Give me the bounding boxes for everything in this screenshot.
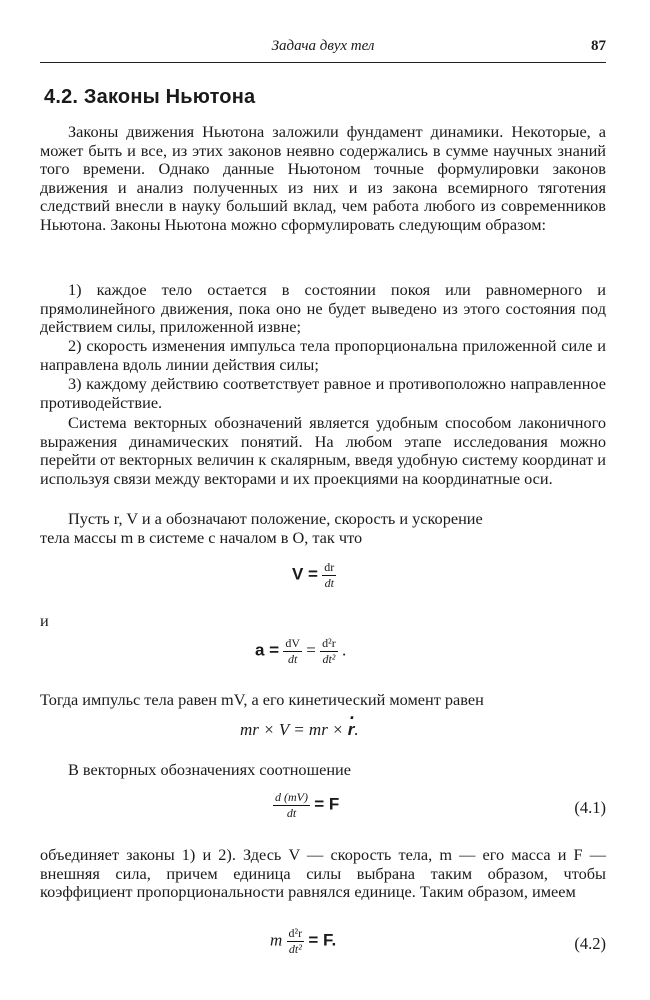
- equation-4-2: [270, 926, 336, 957]
- page-number: 87: [591, 38, 606, 54]
- law-1: 1) каждое тело остается в состоянии покоя или равномерного и прямолинейного движения, пока оно не будет выведено из этого состояния под действием силы, приложенной извне;: [40, 280, 606, 336]
- eq41-fraction: [273, 790, 310, 821]
- eq42-fraction: [287, 926, 305, 957]
- and-word: и: [40, 611, 49, 630]
- eq-l-rdot: · r: [348, 720, 355, 740]
- equation-number-4-2: (4.2): [574, 934, 606, 953]
- equation-number-4-1: (4.1): [574, 798, 606, 817]
- let-line-1: Пусть r, V и a обозначают положение, скорость и ускорение: [68, 509, 483, 528]
- eq41-rhs: = F: [314, 794, 340, 814]
- eq-a-den1: dt: [288, 652, 298, 666]
- vector-notation-line: В векторных обозначениях соотношение: [68, 760, 351, 779]
- equation-acceleration: [255, 636, 346, 667]
- momentum-line: Тогда импульс тела равен mV, а его кинетический момент равен: [40, 690, 484, 709]
- eq-a-num1: dV: [285, 636, 301, 650]
- let-line-2: тела массы m в системе с началом в O, так что: [40, 528, 363, 547]
- eq-l-left: mr × V = mr ×: [240, 720, 348, 739]
- page-header: [40, 38, 606, 62]
- intro-paragraph: Законы движения Ньютона заложили фундамент динамики. Некоторые, а может быть и все, из этих законов неявно содержались в сумме научных знаний того времени. Однако данные Ньютоном точные формулировки законов движения и анализ полученных из них и из закона всемирного тяготения следствий внесли в науку больший вклад, чем работа любого из современников Ньютона. Законы Ньютона можно сформулировать следующим образом:: [40, 122, 606, 234]
- combines-paragraph: объединяет законы 1) и 2). Здесь V — скорость тела, m — его масса и F — внешняя сила, причем единица силы выбрана таким образом, чтобы коэффициент пропорциональности равнялся единице. Таким образом, имеем: [40, 845, 606, 901]
- eq42-den: dt²: [288, 942, 302, 956]
- eq-v-den: dt: [324, 576, 334, 590]
- eq-a-equals: =: [306, 640, 316, 660]
- eq42-num: d²r: [288, 926, 303, 940]
- eq42-rhs: = F.: [308, 930, 337, 950]
- vectors-paragraph: Система векторных обозначений является удобным способом лаконичного выражения динамических понятий. На любом этапе исследования можно перейти от векторных величин к скалярным, введя удобную систему координат и используя связи между векторами и их проекциями на координатные оси.: [40, 413, 606, 488]
- eq-l-end: .: [354, 720, 359, 739]
- eq-a-frac2: [320, 636, 338, 667]
- eq42-mass: m: [270, 930, 283, 950]
- equation-velocity: [292, 560, 336, 591]
- eq-a-frac1: [283, 636, 302, 667]
- law-2: 2) скорость изменения импульса тела пропорциональна приложенной силе и направлена вдоль линии действия силы;: [40, 336, 606, 374]
- running-title: Задача двух тел: [271, 38, 375, 54]
- eq-a-den2: dt²: [322, 652, 336, 666]
- eq-v-lhs: V =: [292, 564, 318, 584]
- eq41-num: d (mV): [275, 790, 308, 804]
- eq-v-num: dr: [324, 560, 335, 574]
- equation-angular-momentum: [240, 720, 359, 740]
- equation-4-1: [273, 790, 339, 821]
- section-title: 4.2. Законы Ньютона: [44, 86, 256, 108]
- eq-a-lhs: a =: [255, 640, 280, 660]
- eq-a-num2: d²r: [322, 636, 336, 650]
- eq41-den: dt: [286, 806, 297, 820]
- eq-a-period: .: [341, 640, 347, 660]
- law-3: 3) каждому действию соответствует равное и противоположно направленное противодействие.: [40, 374, 606, 412]
- header-rule: [40, 62, 606, 63]
- eq-v-fraction: [322, 560, 336, 591]
